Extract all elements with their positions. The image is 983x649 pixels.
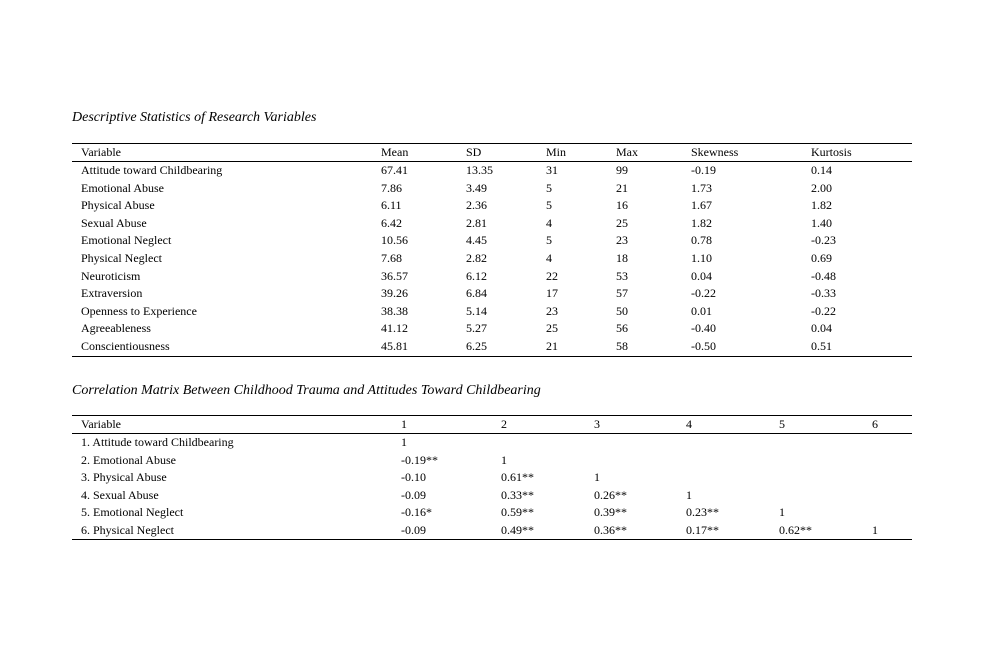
table-row bbox=[72, 320, 912, 338]
table-cell: 56 bbox=[616, 321, 628, 336]
table-cell: 6.25 bbox=[466, 338, 487, 353]
table-cell: 0.04 bbox=[811, 321, 832, 336]
table-cell: 6.11 bbox=[381, 198, 402, 213]
table-row bbox=[72, 162, 912, 180]
row-label: 1. Attitude toward Childbearing bbox=[81, 435, 234, 449]
column-header: Min bbox=[546, 145, 567, 159]
table-cell bbox=[863, 434, 912, 452]
table-cell: 1 bbox=[872, 522, 878, 537]
table-cell: -0.16* bbox=[401, 505, 432, 519]
table-cell: 0.59** bbox=[501, 505, 534, 519]
column-header: 6 bbox=[872, 417, 878, 431]
table-cell: -0.19** bbox=[401, 452, 438, 467]
table-cell: 0.61** bbox=[501, 470, 534, 484]
table-cell: 1 bbox=[779, 505, 785, 519]
table-cell: 5.27 bbox=[466, 321, 487, 336]
table-cell: 5.14 bbox=[466, 303, 487, 318]
table-cell: 17 bbox=[546, 286, 558, 301]
table-cell: 0.26** bbox=[594, 487, 627, 502]
table-cell: -0.19 bbox=[691, 163, 716, 177]
table-cell bbox=[863, 469, 912, 487]
row-label: Conscientiousness bbox=[81, 338, 170, 353]
table-cell: -0.22 bbox=[691, 286, 716, 301]
table-cell: 16 bbox=[616, 198, 628, 213]
table-cell: 0.39** bbox=[594, 505, 627, 519]
table-cell bbox=[585, 434, 677, 452]
table-cell: -0.22 bbox=[811, 303, 836, 318]
table-cell: 25 bbox=[616, 215, 628, 230]
table-cell: 58 bbox=[616, 338, 628, 353]
table-cell bbox=[585, 452, 677, 470]
table-cell bbox=[770, 469, 863, 487]
correlation-matrix-caption: Correlation Matrix Between Childhood Trauma and Attitudes Toward Childbearing bbox=[72, 383, 541, 398]
row-label: Emotional Neglect bbox=[81, 233, 172, 248]
table-cell: 0.36** bbox=[594, 522, 627, 537]
table-cell: 1 bbox=[401, 435, 407, 449]
row-label: 6. Physical Neglect bbox=[81, 522, 174, 537]
table-cell: 99 bbox=[616, 163, 628, 177]
row-label: Physical Abuse bbox=[81, 198, 155, 213]
table-cell: 0.23** bbox=[686, 505, 719, 519]
column-header: Max bbox=[616, 145, 638, 159]
table-cell: 0.04 bbox=[691, 268, 712, 283]
table-cell: 0.49** bbox=[501, 522, 534, 537]
table-cell: 0.78 bbox=[691, 233, 712, 248]
table-row bbox=[72, 197, 912, 215]
table-cell: 0.51 bbox=[811, 338, 832, 353]
table-cell: 18 bbox=[616, 250, 628, 265]
table-row bbox=[72, 487, 912, 505]
table-cell bbox=[770, 487, 863, 505]
table-row bbox=[72, 268, 912, 286]
table-cell: -0.48 bbox=[811, 268, 836, 283]
column-header: Kurtosis bbox=[811, 145, 852, 159]
row-label: 4. Sexual Abuse bbox=[81, 487, 159, 502]
table-cell bbox=[863, 452, 912, 470]
table-cell: 31 bbox=[546, 163, 558, 177]
column-header: 2 bbox=[501, 417, 507, 431]
table-cell: 6.12 bbox=[466, 268, 487, 283]
table-cell: 36.57 bbox=[381, 268, 408, 283]
table-cell: 1 bbox=[501, 452, 507, 467]
column-header: Variable bbox=[81, 417, 121, 431]
row-label: Emotional Abuse bbox=[81, 180, 164, 195]
row-label: Attitude toward Childbearing bbox=[81, 163, 223, 177]
table-cell: 1.40 bbox=[811, 215, 832, 230]
table-cell: 50 bbox=[616, 303, 628, 318]
table-cell: 21 bbox=[546, 338, 558, 353]
table-cell: 5 bbox=[546, 198, 552, 213]
table-row bbox=[72, 434, 912, 452]
table-cell: 57 bbox=[616, 286, 628, 301]
table-cell: 13.35 bbox=[466, 163, 493, 177]
column-header: 3 bbox=[594, 417, 600, 431]
descriptive-statistics-table bbox=[72, 143, 912, 357]
table-row bbox=[72, 469, 912, 487]
table-cell: 53 bbox=[616, 268, 628, 283]
table-cell: 38.38 bbox=[381, 303, 408, 318]
table-cell bbox=[677, 469, 770, 487]
table-cell: 1.73 bbox=[691, 180, 712, 195]
column-header: SD bbox=[466, 145, 482, 159]
column-header: Mean bbox=[381, 145, 409, 159]
column-header: 4 bbox=[686, 417, 692, 431]
table-cell: 0.14 bbox=[811, 163, 832, 177]
descriptive-statistics-caption: Descriptive Statistics of Research Variables bbox=[72, 110, 317, 125]
table-row bbox=[72, 452, 912, 470]
table-cell bbox=[492, 434, 585, 452]
table-row bbox=[72, 504, 912, 522]
table-cell: 45.81 bbox=[381, 338, 408, 353]
table-cell: 6.84 bbox=[466, 286, 487, 301]
row-label: 2. Emotional Abuse bbox=[81, 452, 176, 467]
table-cell: -0.10 bbox=[401, 470, 426, 484]
column-header: 1 bbox=[401, 417, 407, 431]
table-row bbox=[72, 180, 912, 198]
table-cell: 23 bbox=[616, 233, 628, 248]
table-cell: -0.33 bbox=[811, 286, 836, 301]
table-row bbox=[72, 285, 912, 303]
table-row bbox=[72, 232, 912, 250]
table-cell: 3.49 bbox=[466, 180, 487, 195]
table-cell: 4.45 bbox=[466, 233, 487, 248]
table-row bbox=[72, 338, 912, 356]
row-label: Extraversion bbox=[81, 286, 143, 301]
table-cell: 2.00 bbox=[811, 180, 832, 195]
column-header: Skewness bbox=[691, 145, 739, 159]
table-row bbox=[72, 303, 912, 321]
table-cell bbox=[677, 452, 770, 470]
table-cell: -0.23 bbox=[811, 233, 836, 248]
row-label: 3. Physical Abuse bbox=[81, 470, 167, 484]
row-label: Sexual Abuse bbox=[81, 215, 147, 230]
table-cell: 2.36 bbox=[466, 198, 487, 213]
table-cell: 21 bbox=[616, 180, 628, 195]
table-cell: 5 bbox=[546, 233, 552, 248]
row-label: 5. Emotional Neglect bbox=[81, 505, 184, 519]
table-cell: 5 bbox=[546, 180, 552, 195]
table-row bbox=[72, 250, 912, 268]
table-cell bbox=[863, 504, 912, 522]
table-cell: 23 bbox=[546, 303, 558, 318]
table-cell: 0.62** bbox=[779, 522, 812, 537]
table-cell: -0.40 bbox=[691, 321, 716, 336]
table-cell bbox=[677, 434, 770, 452]
table-cell bbox=[863, 487, 912, 505]
table-cell: 0.17** bbox=[686, 522, 719, 537]
table-cell: 1.82 bbox=[691, 215, 712, 230]
table-cell: 1.10 bbox=[691, 250, 712, 265]
column-header: Variable bbox=[81, 145, 121, 159]
table-cell: 1 bbox=[594, 470, 600, 484]
table-cell: 1.82 bbox=[811, 198, 832, 213]
table-cell: 2.81 bbox=[466, 215, 487, 230]
row-label: Physical Neglect bbox=[81, 250, 162, 265]
table-cell: 67.41 bbox=[381, 163, 408, 177]
table-cell: 2.82 bbox=[466, 250, 487, 265]
row-label: Openness to Experience bbox=[81, 303, 197, 318]
table-row bbox=[72, 522, 912, 540]
table-cell: 6.42 bbox=[381, 215, 402, 230]
table-cell: 0.69 bbox=[811, 250, 832, 265]
table-cell: 1 bbox=[686, 487, 692, 502]
table-cell: 41.12 bbox=[381, 321, 408, 336]
table-cell bbox=[770, 452, 863, 470]
table-cell: -0.50 bbox=[691, 338, 716, 353]
table-cell: 4 bbox=[546, 215, 552, 230]
table-cell: 4 bbox=[546, 250, 552, 265]
table-cell: 7.68 bbox=[381, 250, 402, 265]
table-cell: -0.09 bbox=[401, 487, 426, 502]
row-label: Agreeableness bbox=[81, 321, 151, 336]
table-cell: 39.26 bbox=[381, 286, 408, 301]
table-cell: -0.09 bbox=[401, 522, 426, 537]
table-cell: 7.86 bbox=[381, 180, 402, 195]
table-cell bbox=[770, 434, 863, 452]
table-cell: 22 bbox=[546, 268, 558, 283]
column-header: 5 bbox=[779, 417, 785, 431]
table-header-row bbox=[72, 416, 912, 434]
table-cell: 0.33** bbox=[501, 487, 534, 502]
row-label: Neuroticism bbox=[81, 268, 141, 283]
correlation-matrix-table bbox=[72, 415, 912, 540]
table-cell: 25 bbox=[546, 321, 558, 336]
table-cell: 10.56 bbox=[381, 233, 408, 248]
table-cell: 1.67 bbox=[691, 198, 712, 213]
table-cell: 0.01 bbox=[691, 303, 712, 318]
table-header-row bbox=[72, 144, 912, 162]
table-row bbox=[72, 215, 912, 233]
